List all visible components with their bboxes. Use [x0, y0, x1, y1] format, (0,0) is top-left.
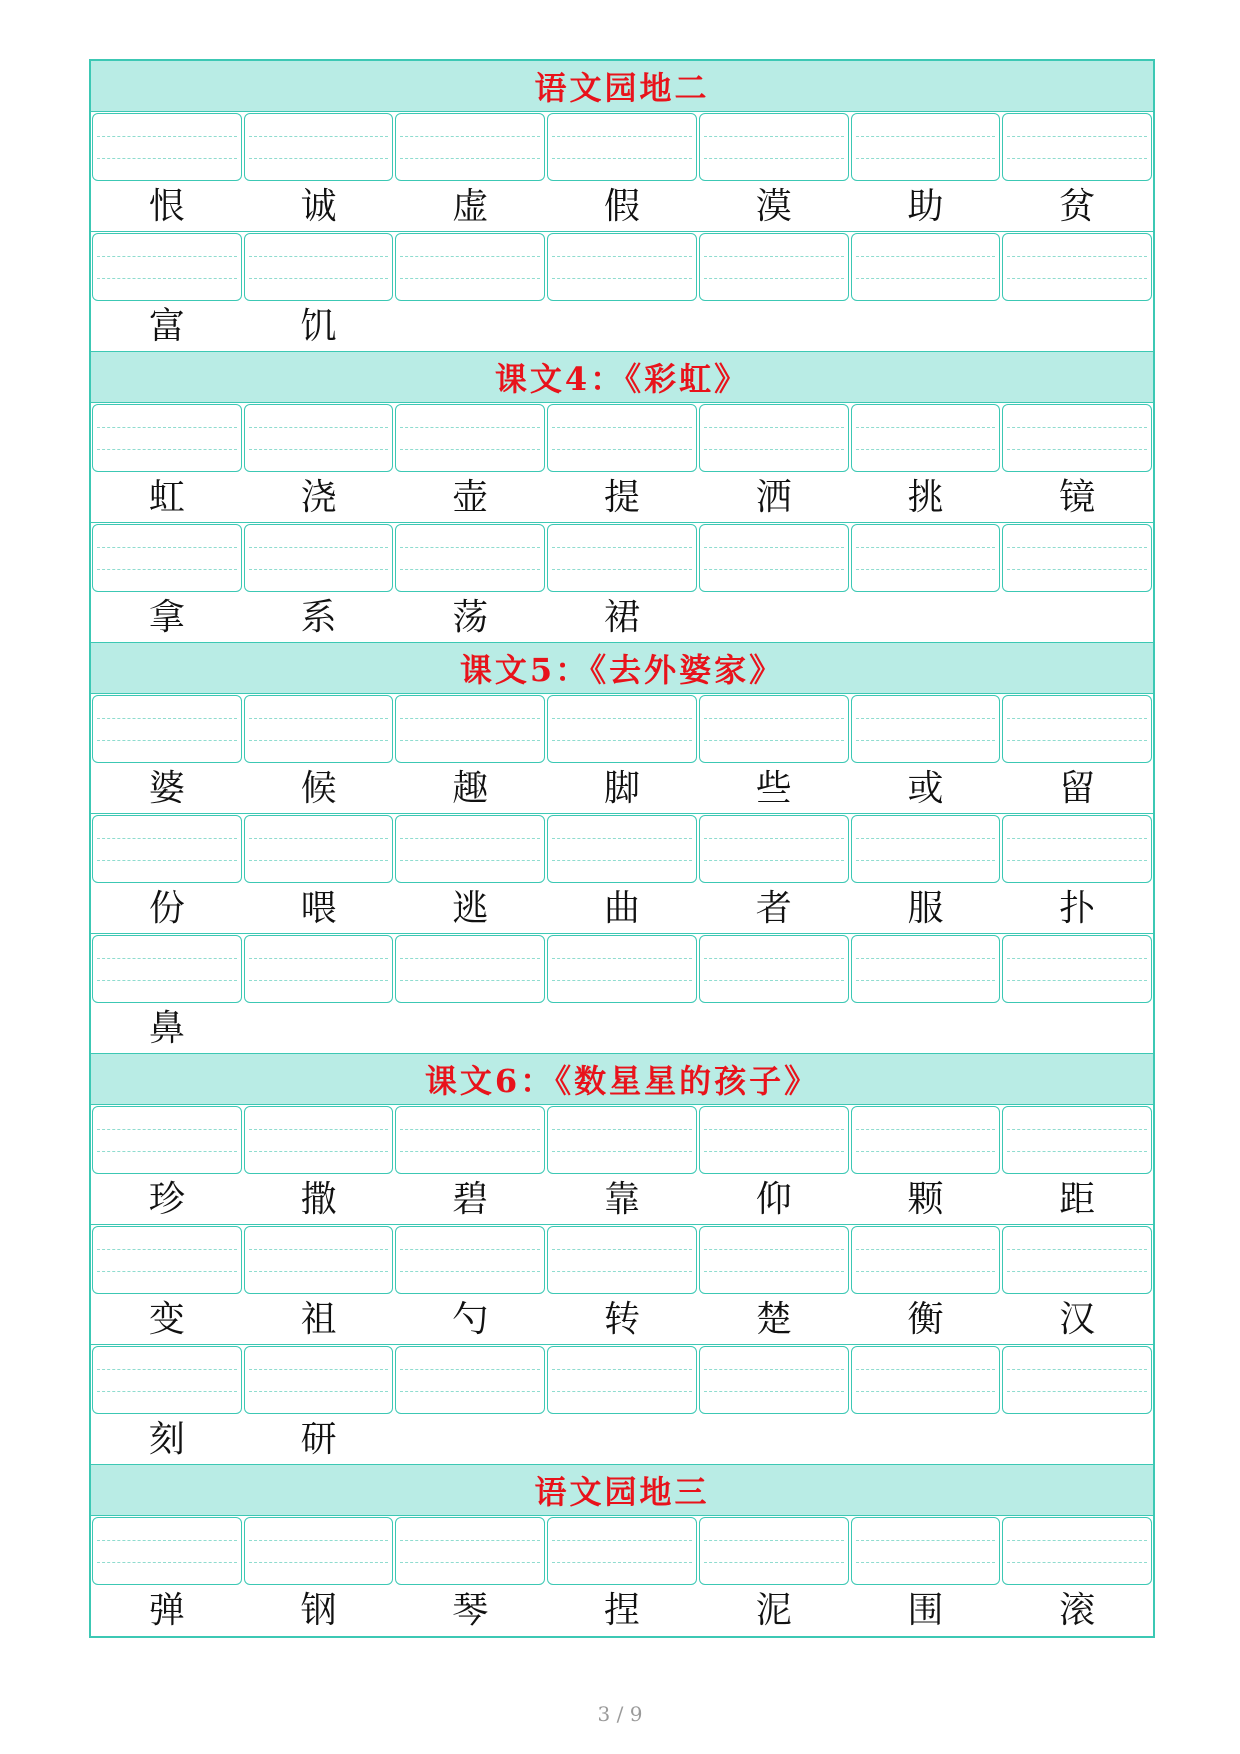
practice-character: 琴 — [452, 1590, 489, 1631]
character-row — [91, 1415, 1153, 1465]
character-row — [91, 764, 1153, 814]
writing-box[interactable] — [395, 1106, 545, 1174]
writing-box[interactable] — [851, 935, 1001, 1003]
practice-character: 裙 — [604, 596, 641, 638]
writing-box[interactable] — [244, 815, 394, 883]
writing-box[interactable] — [244, 1106, 394, 1174]
writing-box[interactable] — [92, 815, 242, 883]
writing-box[interactable] — [547, 113, 697, 181]
writing-box[interactable] — [92, 1517, 242, 1585]
writing-box[interactable] — [547, 404, 697, 472]
writing-box[interactable] — [851, 524, 1001, 592]
writing-box-row — [91, 1225, 1153, 1295]
practice-character: 鼻 — [148, 1007, 185, 1049]
writing-box[interactable] — [547, 1106, 697, 1174]
writing-box[interactable] — [92, 935, 242, 1003]
practice-character: 富 — [148, 305, 185, 347]
writing-box[interactable] — [851, 113, 1001, 181]
writing-box[interactable] — [92, 233, 242, 301]
page-indicator: 3 / 9 — [597, 1702, 643, 1726]
practice-character: 扑 — [1059, 887, 1096, 929]
character-row — [91, 182, 1153, 232]
writing-box[interactable] — [244, 1346, 394, 1414]
writing-box[interactable] — [1002, 695, 1152, 763]
practice-character: 提 — [604, 476, 641, 518]
writing-box[interactable] — [851, 1517, 1001, 1585]
practice-character: 碧 — [452, 1178, 489, 1220]
writing-box-row — [91, 1516, 1153, 1586]
writing-box-row — [91, 1345, 1153, 1415]
character-row — [91, 884, 1153, 934]
practice-character: 挑 — [907, 476, 944, 518]
practice-character: 诚 — [300, 185, 337, 227]
writing-box-row — [91, 523, 1153, 593]
writing-box[interactable] — [699, 113, 849, 181]
writing-box[interactable] — [1002, 1517, 1152, 1585]
writing-box[interactable] — [699, 935, 849, 1003]
writing-box[interactable] — [244, 695, 394, 763]
writing-box[interactable] — [244, 524, 394, 592]
section-title: 语文园地三 — [91, 1465, 1153, 1516]
writing-box[interactable] — [851, 1106, 1001, 1174]
writing-box[interactable] — [395, 815, 545, 883]
practice-character: 助 — [907, 185, 944, 227]
writing-box-row — [91, 112, 1153, 182]
writing-box[interactable] — [547, 815, 697, 883]
practice-character: 钢 — [300, 1590, 337, 1631]
writing-box[interactable] — [92, 1226, 242, 1294]
practice-character: 喂 — [300, 887, 337, 929]
writing-box-row — [91, 1105, 1153, 1175]
character-row — [91, 1295, 1153, 1345]
writing-box[interactable] — [1002, 524, 1152, 592]
writing-box[interactable] — [699, 695, 849, 763]
writing-box[interactable] — [851, 404, 1001, 472]
writing-box[interactable] — [699, 1346, 849, 1414]
writing-box-row — [91, 403, 1153, 473]
writing-box[interactable] — [395, 113, 545, 181]
practice-character: 汉 — [1059, 1298, 1096, 1340]
practice-character: 恨 — [148, 185, 185, 227]
character-practice-sheet — [89, 59, 1155, 1638]
writing-box[interactable] — [395, 1226, 545, 1294]
practice-character: 浇 — [300, 476, 337, 518]
practice-character: 楚 — [755, 1298, 792, 1340]
writing-box[interactable] — [699, 1106, 849, 1174]
section-title: 语文园地二 — [91, 61, 1153, 112]
practice-character: 虚 — [452, 185, 489, 227]
writing-box[interactable] — [92, 1346, 242, 1414]
writing-box[interactable] — [547, 233, 697, 301]
writing-box[interactable] — [699, 404, 849, 472]
practice-character: 饥 — [300, 305, 337, 347]
writing-box-row — [91, 814, 1153, 884]
section-title: 课文6：《数星星的孩子》 — [91, 1054, 1153, 1105]
writing-box[interactable] — [244, 935, 394, 1003]
practice-character: 勺 — [452, 1298, 489, 1340]
writing-box[interactable] — [395, 524, 545, 592]
writing-box[interactable] — [547, 524, 697, 592]
writing-box[interactable] — [244, 404, 394, 472]
character-row — [91, 302, 1153, 352]
practice-character: 荡 — [452, 596, 489, 638]
writing-box[interactable] — [699, 524, 849, 592]
practice-character: 变 — [148, 1298, 185, 1340]
practice-character: 距 — [1059, 1178, 1096, 1220]
practice-character: 漠 — [755, 185, 792, 227]
writing-box[interactable] — [244, 1517, 394, 1585]
practice-character: 研 — [300, 1418, 337, 1460]
writing-box[interactable] — [92, 1106, 242, 1174]
character-row — [91, 1004, 1153, 1054]
practice-character: 仰 — [755, 1178, 792, 1220]
practice-character: 泥 — [755, 1590, 792, 1631]
character-row — [91, 593, 1153, 643]
character-row — [91, 1586, 1153, 1636]
writing-box[interactable] — [1002, 815, 1152, 883]
section-title: 课文5：《去外婆家》 — [91, 643, 1153, 694]
character-row — [91, 1175, 1153, 1225]
practice-character: 些 — [755, 767, 792, 809]
writing-box[interactable] — [547, 1226, 697, 1294]
practice-character: 系 — [300, 596, 337, 638]
practice-character: 滚 — [1059, 1590, 1096, 1631]
practice-character: 捏 — [604, 1590, 641, 1631]
writing-box[interactable] — [547, 935, 697, 1003]
practice-character: 洒 — [755, 476, 792, 518]
practice-character: 珍 — [148, 1178, 185, 1220]
writing-box[interactable] — [92, 404, 242, 472]
practice-character: 祖 — [300, 1298, 337, 1340]
practice-character: 刻 — [148, 1418, 185, 1460]
writing-box[interactable] — [851, 1346, 1001, 1414]
writing-box[interactable] — [547, 1346, 697, 1414]
writing-box[interactable] — [1002, 1346, 1152, 1414]
writing-box[interactable] — [92, 113, 242, 181]
practice-character: 拿 — [148, 596, 185, 638]
practice-character: 壶 — [452, 476, 489, 518]
practice-character: 曲 — [604, 887, 641, 929]
practice-character: 撒 — [300, 1178, 337, 1220]
practice-character: 份 — [148, 887, 185, 929]
section-title: 课文4：《彩虹》 — [91, 352, 1153, 403]
writing-box[interactable] — [1002, 233, 1152, 301]
practice-character: 虹 — [148, 476, 185, 518]
practice-character: 靠 — [604, 1178, 641, 1220]
writing-box[interactable] — [1002, 1106, 1152, 1174]
writing-box[interactable] — [395, 695, 545, 763]
writing-box[interactable] — [1002, 113, 1152, 181]
writing-box[interactable] — [92, 695, 242, 763]
writing-box[interactable] — [1002, 935, 1152, 1003]
practice-character: 颗 — [907, 1178, 944, 1220]
writing-box-row — [91, 934, 1153, 1004]
writing-box[interactable] — [395, 233, 545, 301]
writing-box[interactable] — [395, 935, 545, 1003]
writing-box[interactable] — [699, 1517, 849, 1585]
writing-box[interactable] — [851, 695, 1001, 763]
writing-box[interactable] — [1002, 1226, 1152, 1294]
practice-character: 候 — [300, 767, 337, 809]
practice-character: 假 — [604, 185, 641, 227]
writing-box[interactable] — [244, 1226, 394, 1294]
practice-character: 趣 — [452, 767, 489, 809]
practice-character: 脚 — [604, 767, 641, 809]
practice-character: 贫 — [1059, 185, 1096, 227]
writing-box[interactable] — [92, 524, 242, 592]
writing-box[interactable] — [547, 695, 697, 763]
character-row — [91, 473, 1153, 523]
writing-box[interactable] — [395, 1346, 545, 1414]
practice-character: 留 — [1059, 767, 1096, 809]
practice-character: 围 — [907, 1590, 944, 1631]
practice-character: 转 — [604, 1298, 641, 1340]
writing-box[interactable] — [851, 815, 1001, 883]
writing-box[interactable] — [699, 233, 849, 301]
writing-box-row — [91, 694, 1153, 764]
writing-box-row — [91, 232, 1153, 302]
writing-box[interactable] — [395, 404, 545, 472]
writing-box[interactable] — [395, 1517, 545, 1585]
practice-character: 婆 — [148, 767, 185, 809]
practice-character: 逃 — [452, 887, 489, 929]
writing-box[interactable] — [244, 233, 394, 301]
practice-character: 者 — [755, 887, 792, 929]
writing-box[interactable] — [699, 815, 849, 883]
writing-box[interactable] — [1002, 404, 1152, 472]
writing-box[interactable] — [851, 1226, 1001, 1294]
writing-box[interactable] — [547, 1517, 697, 1585]
writing-box[interactable] — [851, 233, 1001, 301]
practice-character: 镜 — [1059, 476, 1096, 518]
writing-box[interactable] — [244, 113, 394, 181]
practice-character: 或 — [907, 767, 944, 809]
practice-character: 衡 — [907, 1298, 944, 1340]
practice-character: 服 — [907, 887, 944, 929]
practice-character: 弹 — [148, 1590, 185, 1631]
writing-box[interactable] — [699, 1226, 849, 1294]
